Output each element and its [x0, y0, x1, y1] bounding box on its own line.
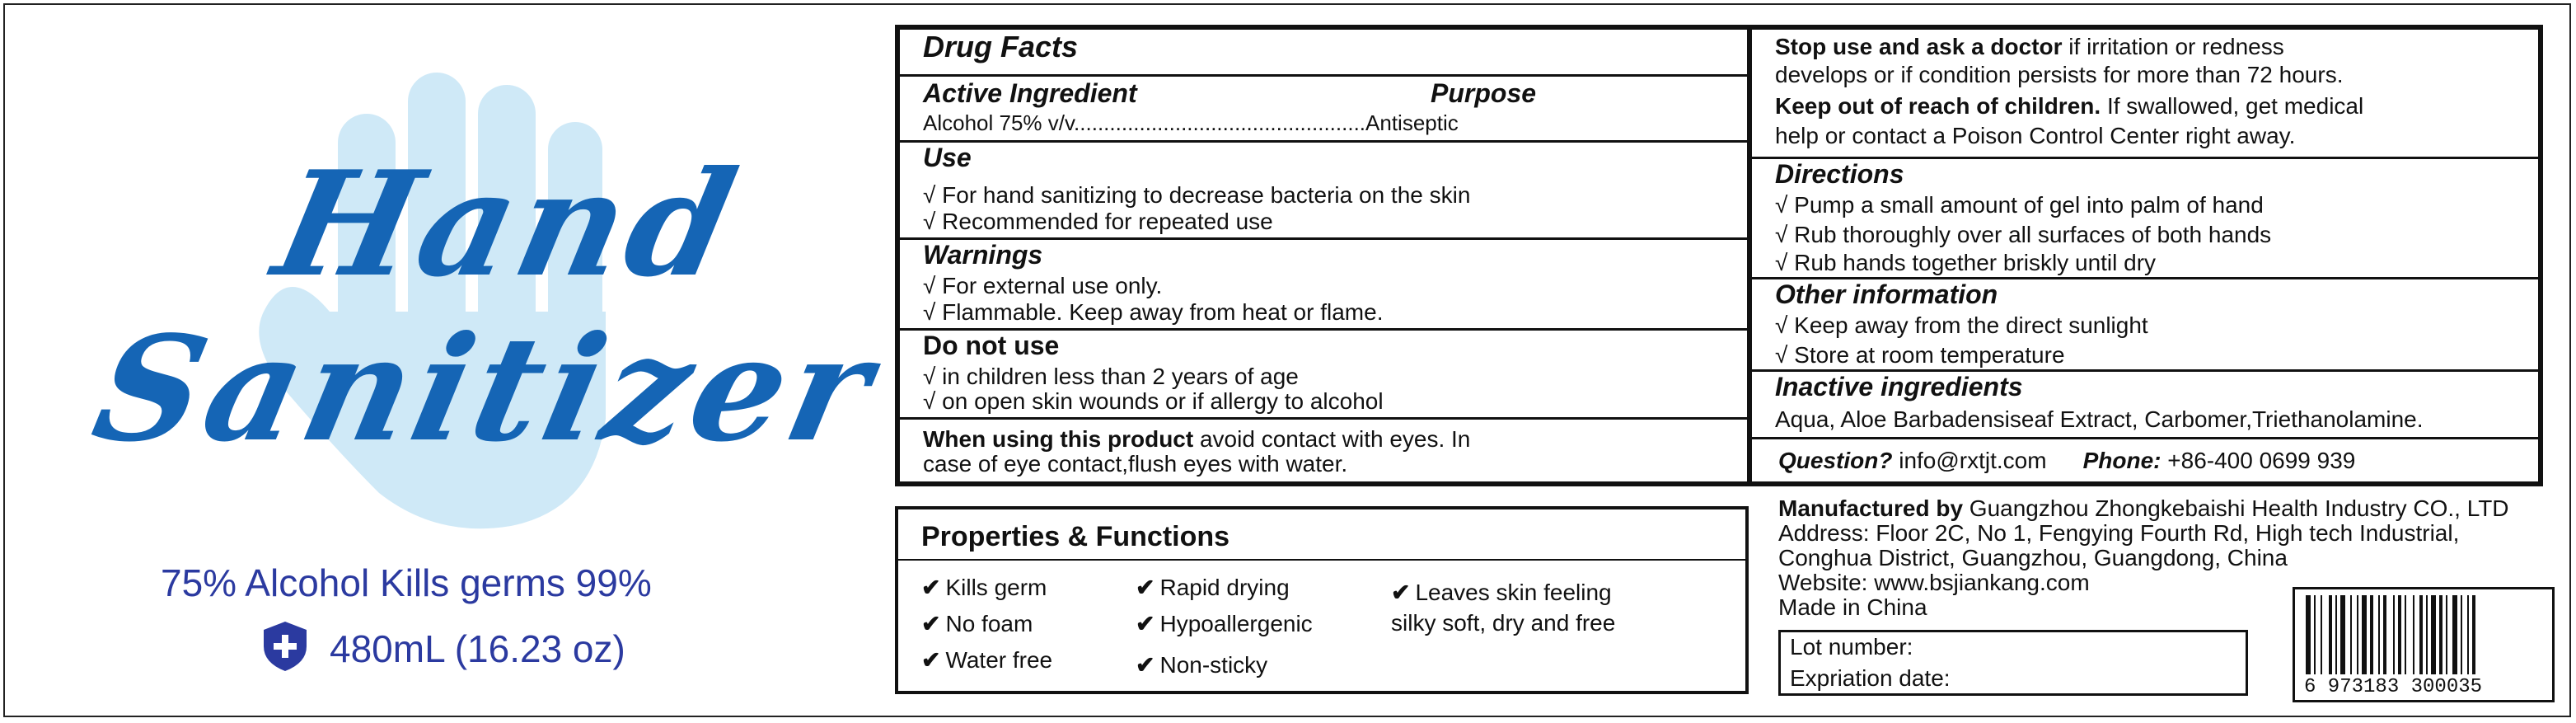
property-item	[1136, 610, 1313, 637]
address-line-1: Address: Floor 2C, No 1, Fengying Fourth Rd, High tech Industrial,	[1778, 520, 2460, 546]
purpose-header: Purpose	[1431, 78, 1537, 108]
warnings-item: √ Flammable. Keep away from heat or flame.	[923, 299, 1384, 325]
contact-line	[1778, 447, 2355, 475]
address-line-2: Conghua District, Guangzhou, Guangdong, China	[1778, 545, 2288, 570]
stop-use-line-2: develops or if condition persists for more than 72 hours.	[1775, 62, 2344, 87]
drug-facts-title: Drug Facts	[923, 30, 1079, 63]
property-label: Kills germ	[945, 575, 1047, 600]
keep-out-rest: If swallowed, get medical	[2101, 93, 2364, 119]
property-item-cont: silky soft, dry and free	[1391, 610, 1616, 636]
check-icon: ✔	[921, 611, 941, 636]
property-item	[1136, 651, 1267, 678]
volume: 480mL (16.23 oz)	[330, 627, 625, 670]
other-info-item: √ Keep away from the direct sunlight	[1775, 312, 2148, 338]
manufacturer-line	[1778, 496, 2509, 521]
active-ingredient-row: Alcohol 75% v/v.................................................Antiseptic	[923, 110, 1459, 135]
keep-out-bold: Keep out of reach of children.	[1775, 93, 2101, 119]
stop-use-line-1	[1775, 33, 2284, 61]
directions-item: √ Rub hands together briskly until dry	[1775, 250, 2157, 275]
brand-line-1: Hand	[262, 140, 754, 309]
warnings-header: Warnings	[923, 240, 1043, 270]
property-label: Leaves skin feeling	[1415, 580, 1612, 605]
do-not-use-header: Do not use	[923, 331, 1060, 360]
when-using-line-2: case of eye contact,flush eyes with water.	[923, 451, 1348, 477]
phone-value: +86-400 0699 939	[2161, 448, 2356, 473]
stop-use-rest: if irritation or redness	[2062, 34, 2284, 59]
website: Website: www.bsjiankang.com	[1778, 570, 2090, 595]
keep-out-line-1	[1775, 92, 2363, 120]
stop-use-bold: Stop use and ask a doctor	[1775, 34, 2063, 59]
warnings-item: √ For external use only.	[923, 273, 1163, 298]
lot-number-label: Lot number:	[1790, 634, 1913, 660]
inactive-ingredients-header: Inactive ingredients	[1775, 372, 2023, 401]
property-label: Water free	[945, 647, 1053, 673]
question-label: Question?	[1778, 448, 1893, 473]
barcode-number: 6 973183 300035	[2304, 676, 2483, 698]
manufacturer-name: Guangzhou Zhongkebaishi Health Industry CO., LTD	[1963, 495, 2509, 521]
check-icon: ✔	[921, 575, 941, 600]
property-label: No foam	[945, 611, 1033, 636]
property-label: Hypoallergenic	[1159, 611, 1313, 636]
rule	[900, 417, 1749, 420]
use-item: √ Recommended for repeated use	[923, 209, 1273, 234]
use-item: √ For hand sanitizing to decrease bacteria on the skin	[923, 182, 1471, 208]
other-info-item: √ Store at room temperature	[1775, 342, 2065, 368]
when-using-line-1	[923, 425, 1470, 453]
use-header: Use	[923, 143, 972, 172]
manufacturer-bold: Manufactured by	[1778, 495, 1964, 521]
check-icon: ✔	[1136, 611, 1155, 636]
rule	[900, 74, 1749, 77]
rule	[900, 140, 1749, 143]
directions-item: √ Pump a small amount of gel into palm of hand	[1775, 192, 2264, 218]
rule	[1752, 437, 2538, 439]
property-label: Rapid drying	[1159, 575, 1290, 600]
made-in: Made in China	[1778, 594, 1927, 620]
properties-title: Properties & Functions	[921, 521, 1230, 552]
tagline: 75% Alcohol Kills germs 99%	[161, 561, 652, 604]
brand-line-2: Sanitizer	[81, 305, 890, 474]
directions-item: √ Rub thoroughly over all surfaces of both hands	[1775, 222, 2272, 247]
do-not-use-item: √ in children less than 2 years of age	[923, 364, 1299, 389]
question-email: info@rxtjt.com	[1892, 448, 2047, 473]
do-not-use-item: √ on open skin wounds or if allergy to alcohol	[923, 388, 1384, 414]
when-using-bold: When using this product	[923, 426, 1194, 452]
directions-header: Directions	[1775, 159, 1904, 189]
inactive-ingredients-text: Aqua, Aloe Barbadensiseaf Extract, Carbomer,Triethanolamine.	[1775, 406, 2424, 432]
check-icon: ✔	[1136, 652, 1155, 678]
phone-label: Phone:	[2082, 448, 2161, 473]
property-item	[921, 610, 1033, 637]
other-info-header: Other information	[1775, 279, 1998, 309]
check-icon: ✔	[921, 647, 941, 673]
keep-out-line-2: help or contact a Poison Control Center right away.	[1775, 123, 2296, 148]
active-ingredient-header: Active Ingredient	[923, 78, 1137, 108]
property-item	[921, 646, 1052, 674]
shield-plus-icon	[260, 620, 310, 673]
check-icon: ✔	[1391, 580, 1411, 605]
property-item	[921, 574, 1047, 601]
when-using-rest: avoid contact with eyes. In	[1193, 426, 1471, 452]
property-label: Non-sticky	[1159, 652, 1268, 678]
check-icon: ✔	[1136, 575, 1155, 600]
barcode-bars	[2306, 595, 2543, 679]
property-item	[1391, 579, 1612, 606]
expiration-date-label: Expriation date:	[1790, 665, 1951, 691]
rule	[898, 559, 1745, 561]
property-item	[1136, 574, 1290, 601]
